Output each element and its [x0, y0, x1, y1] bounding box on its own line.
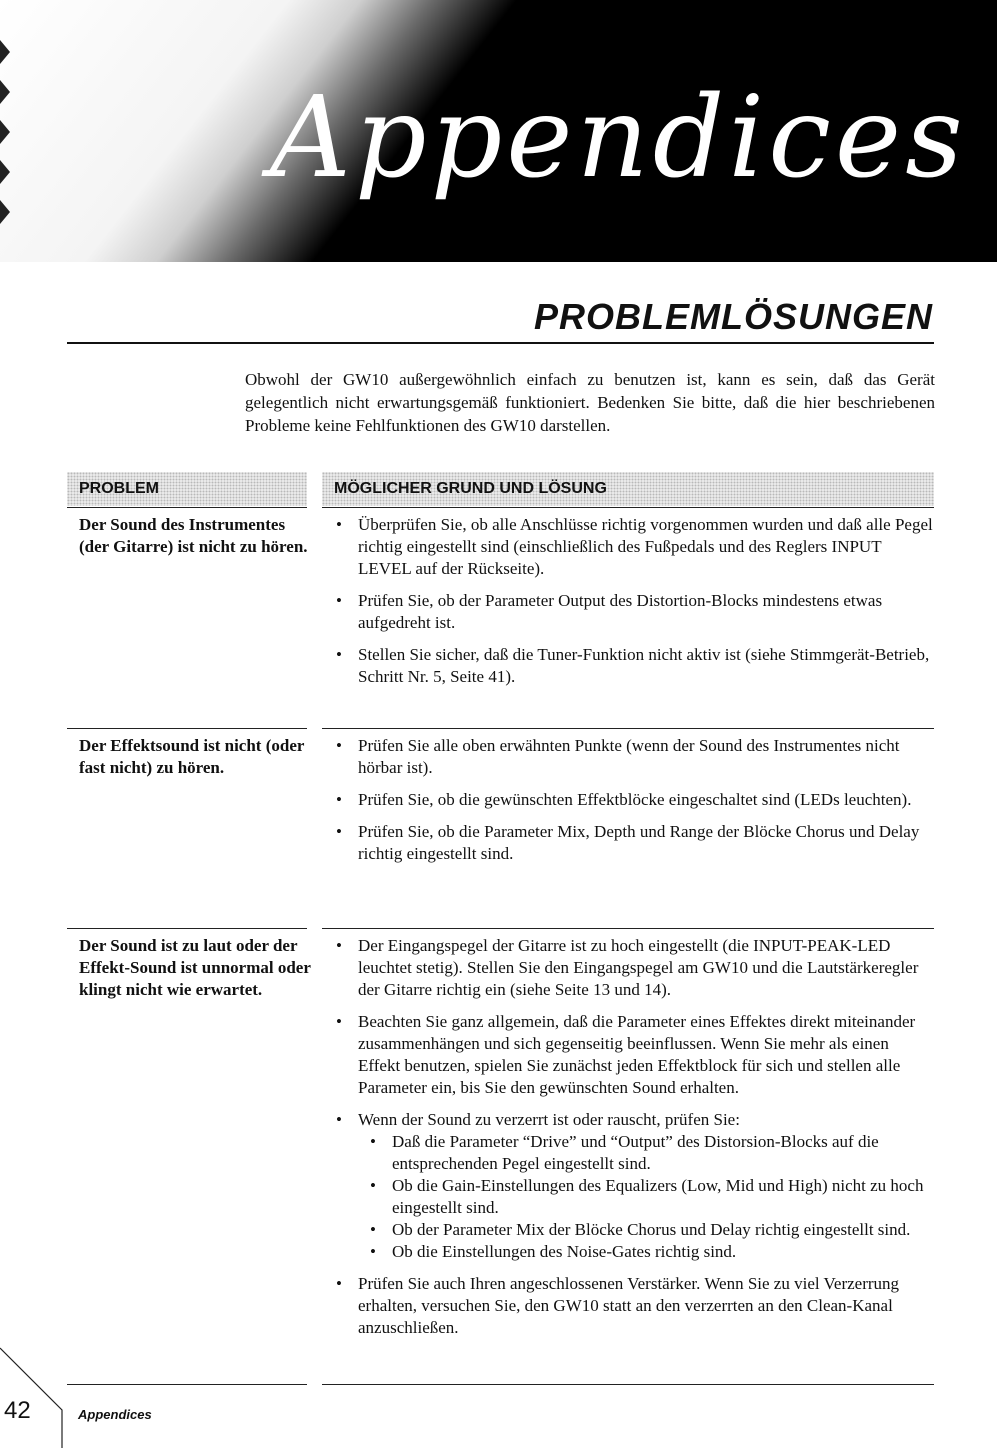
intro-paragraph: Obwohl der GW10 außergewöhnlich einfach zu benutzen ist, kann es sein, daß das Gerät gelegentlich nicht erwartungsgemäß funktioniert. Bedenken Sie bitte, daß die hier beschriebenen Probleme keine Fehlfunktionen des GW10 darstellen. — [245, 370, 935, 435]
sub-item: • Daß die Parameter “Drive” und “Output” des Distorsion-Blocks auf die entsprechenden Pegel eingestellt sind. — [358, 1131, 934, 1175]
row-rule-left — [67, 928, 307, 929]
sub-item: • Ob die Einstellungen des Noise-Gates richtig sind. — [358, 1241, 934, 1263]
solution-item-with-subitems — [334, 1109, 934, 1263]
column-header-problem-label: PROBLEM — [79, 480, 159, 497]
row-rule-left — [67, 728, 307, 729]
solutions-3 — [334, 935, 934, 1349]
solution-item: • Beachten Sie ganz allgemein, daß die Parameter eines Effektes direkt miteinander zusammenhängen und sich gegenseitig beeinflussen. Wenn Sie mehr als einen Effekt benutzen, spielen Sie zunächst jeden Effektblock für sich und stellen alle Parameter ein, bis Sie den gewünschten Sound erhalten. — [334, 1011, 934, 1099]
solutions-2 — [334, 735, 934, 875]
bottom-rule-left — [67, 1384, 307, 1385]
header-rule-right — [322, 507, 934, 508]
page-number: 42 — [4, 1397, 31, 1424]
column-header-solution-label: MÖGLICHER GRUND UND LÖSUNG — [334, 480, 607, 497]
page-title: PROBLEMLÖSUNGEN — [533, 296, 933, 337]
column-header-problem — [67, 472, 307, 506]
banner-arrow-marks — [0, 40, 14, 250]
sub-item: • Ob die Gain-Einstellungen des Equalizers (Low, Mid und High) nicht zu hoch eingestellt sind. — [358, 1175, 934, 1219]
problem-2: Der Effektsound ist nicht (oder fast nicht) zu hören. — [79, 736, 305, 777]
title-rule — [67, 342, 934, 344]
solution-item: • Prüfen Sie alle oben erwähnten Punkte (wenn der Sound des Instrumentes nicht hörbar ist). — [334, 735, 934, 779]
solution-item: • Prüfen Sie, ob der Parameter Output des Distortion-Blocks mindestens etwas aufgedreht ist. — [334, 590, 934, 634]
row-rule-right — [322, 728, 934, 729]
solution-item: • Stellen Sie sicher, daß die Tuner-Funktion nicht aktiv ist (siehe Stimmgerät-Betrieb, Schritt Nr. 5, Seite 41). — [334, 644, 934, 688]
sub-item: • Ob der Parameter Mix der Blöcke Chorus und Delay richtig eingestellt sind. — [358, 1219, 934, 1241]
footer-corner-line — [0, 1340, 80, 1448]
solution-item-text: • Wenn der Sound zu verzerrt ist oder rauscht, prüfen Sie: — [358, 1110, 740, 1129]
solution-item: • Überprüfen Sie, ob alle Anschlüsse richtig vorgenommen wurden und daß alle Pegel richtig eingestellt sind (einschließlich des Fußpedals und des Reglers INPUT LEVEL auf der Rückseite). — [334, 514, 934, 580]
solution-item: • Prüfen Sie, ob die Parameter Mix, Depth und Range der Blöcke Chorus und Delay richtig eingestellt sind. — [334, 821, 934, 865]
banner-title: Appendices — [270, 73, 967, 203]
row-rule-right — [322, 928, 934, 929]
problem-1: Der Sound des Instrumentes (der Gitarre) ist nicht zu hören. — [79, 515, 308, 556]
problem-3: Der Sound ist zu laut oder der Effekt-Sound ist unnormal oder klingt nicht wie erwartet. — [79, 936, 311, 999]
solution-item: • Prüfen Sie, ob die gewünschten Effektblöcke eingeschaltet sind (LEDs leuchten). — [334, 789, 934, 811]
footer-section-label: Appendices — [78, 1407, 152, 1422]
header-banner — [0, 0, 997, 262]
bottom-rule-right — [322, 1384, 934, 1385]
solutions-1 — [334, 514, 934, 698]
solution-item: • Prüfen Sie auch Ihren angeschlossenen Verstärker. Wenn Sie zu viel Verzerrung erhalten, versuchen Sie, den GW10 statt an den verzerrten an den Clean-Kanal anzuschließen. — [334, 1273, 934, 1339]
column-header-solution — [322, 472, 934, 506]
header-rule-left — [67, 507, 307, 508]
solution-item: • Der Eingangspegel der Gitarre ist zu hoch eingestellt (die INPUT-PEAK-LED leuchtet stetig). Stellen Sie den Eingangspegel am GW10 und die Lautstärkeregler der Gitarre richtig ein (siehe Seite 13 und 14). — [334, 935, 934, 1001]
